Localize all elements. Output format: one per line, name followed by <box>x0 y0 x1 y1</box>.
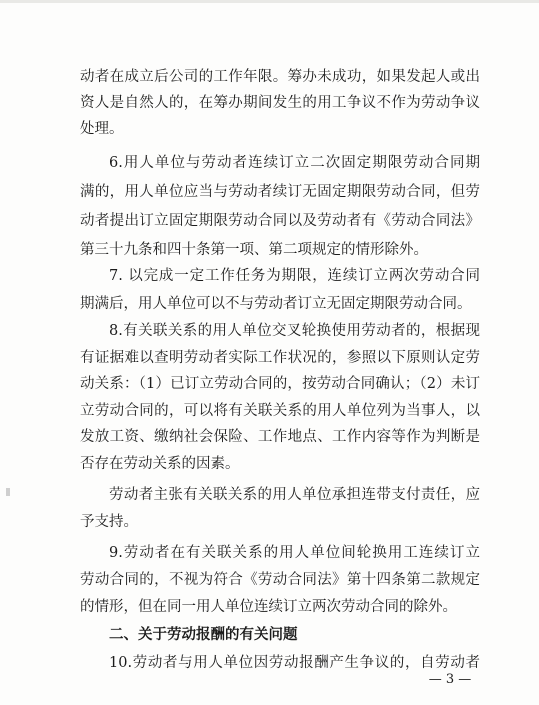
text-line: 劳动合同的，不视为符合《劳动合同法》第十四条第二款规定 <box>80 572 480 588</box>
text-line: 动者在成立后公司的工作年限。筹办未成功，如果发起人或出 <box>80 69 480 85</box>
scan-edge <box>0 0 539 3</box>
text-line: 资人是自然人的，在筹办期间发生的用工争议不作为劳动争议 <box>80 95 480 111</box>
text-line: 处理。 <box>80 121 124 137</box>
text-line: 动者提出订立固定期限劳动合同以及劳动者有《劳动合同法》 <box>80 213 480 229</box>
page-number: — 3 — <box>428 672 472 687</box>
text-line: 动关系：（1）已订立劳动合同的，按劳动合同确认；（2）未订 <box>80 376 480 392</box>
text-line: 8.有关联关系的用人单位交叉轮换使用劳动者的，根据现 <box>109 323 480 339</box>
text-line: 6.用人单位与劳动者连续订立二次固定期限劳动合同期 <box>109 155 480 171</box>
text-line: 10.劳动者与用人单位因劳动报酬产生争议的，自劳动者 <box>109 655 480 671</box>
text-line: 予支持。 <box>80 514 138 530</box>
text-line: 满的，用人单位应当与劳动者续订无固定期限劳动合同，但劳 <box>80 184 480 200</box>
text-line: 第三十九条和四十条第一项、第二项规定的情形除外。 <box>80 242 428 258</box>
text-line: 7. 以完成一定工作任务为期限，连续订立两次劳动合同 <box>109 268 480 284</box>
text-line: 否存在劳动关系的因素。 <box>80 456 240 472</box>
text-line: 期满后，用人单位可以不与劳动者订立无固定期限劳动合同。 <box>80 296 472 312</box>
text-line: 发放工资、缴纳社会保险、工作地点、工作内容等作为判断是 <box>80 429 480 445</box>
section-heading: 二、关于劳动报酬的有关问题 <box>109 627 298 643</box>
text-line: 9.劳动者在有关联关系的用人单位间轮换用工连续订立 <box>109 545 480 561</box>
text-line: 劳动者主张有关联关系的用人单位承担连带支付责任，应 <box>109 487 480 503</box>
text-line: 的情形，但在同一用人单位连续订立两次劳动合同的除外。 <box>80 599 457 615</box>
scan-mark <box>6 488 10 496</box>
text-line: 有证据难以查明劳动者实际工作状况的，参照以下原则认定劳 <box>80 350 480 366</box>
text-line: 立劳动合同的，可以将有关联关系的用人单位列为当事人，以 <box>80 403 480 419</box>
